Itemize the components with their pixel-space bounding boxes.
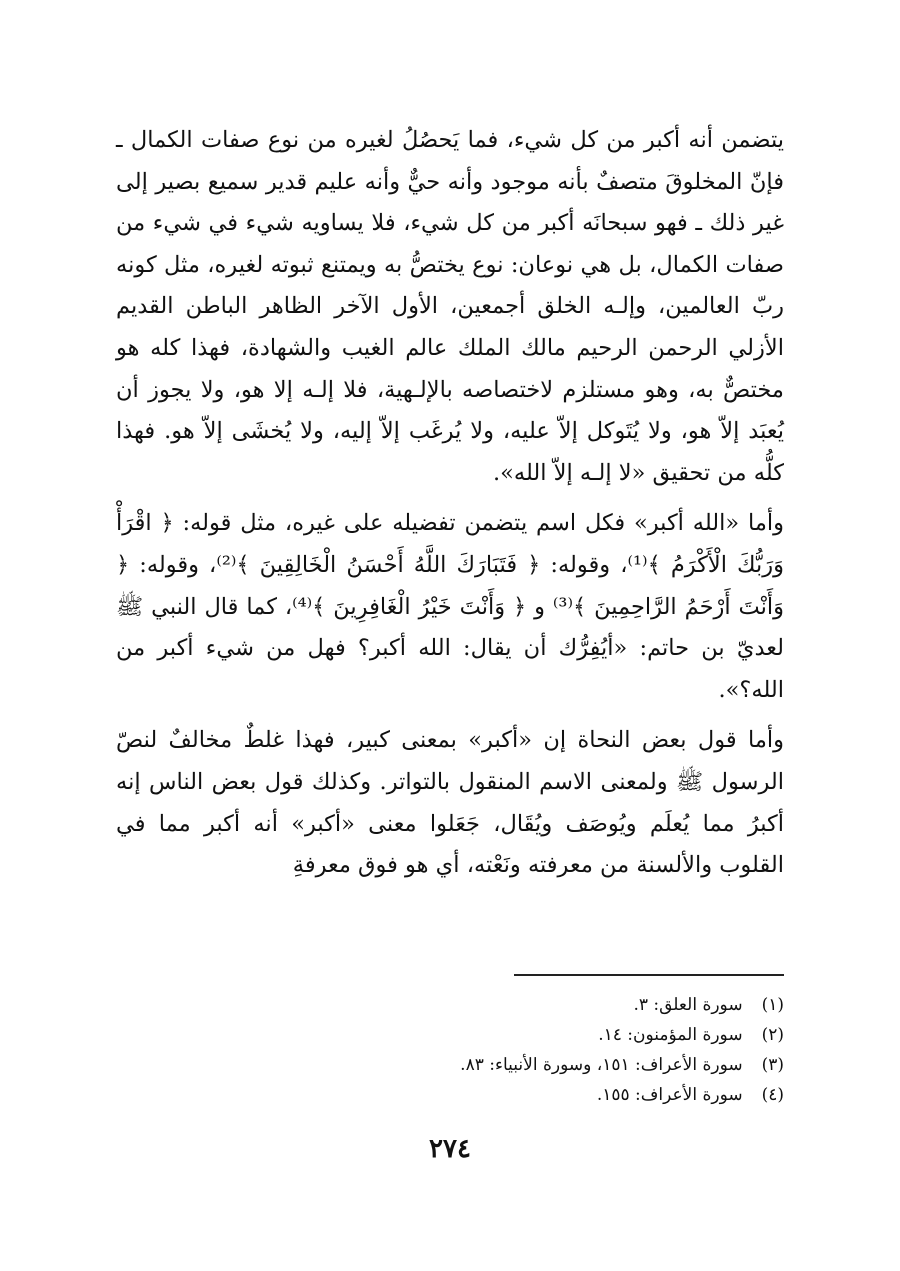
footnote-number: (١) [761,995,784,1015]
footnote-text: سورة المؤمنون: ١٤. [598,1025,743,1045]
footnote-3 [116,1050,784,1080]
footnote-text: سورة العلق: ٣. [633,995,743,1015]
paragraph-3: وأما قول بعض النحاة إن «أكبر» بمعنى كبير، فهذا غلطٌ مخالفٌ لنصّ الرسول ﷺ ولمعنى الاسم المنقول بالتواتر. وكذلك قول بعض الناس إنه أكبرُ مما يُعلَم ويُوصَف ويُقَال، جَعَلوا معنى «أكبر» أنه أكبر مما في القلوب والألسنة من معرفته ونَعْته، أي هو فوق معرفةِ [116,727,784,879]
footnote-text: سورة الأعراف: ١٥١، وسورة الأنبياء: ٨٣. [460,1055,743,1075]
footnote-number: (٤) [761,1085,784,1105]
footnote-number: (٣) [761,1055,784,1075]
footnote-4 [116,1080,784,1110]
footnote-number: (٢) [761,1025,784,1045]
footnotes [116,990,784,1110]
page-number: ٢٧٤ [429,1134,471,1164]
paragraph-1: يتضمن أنه أكبر من كل شيء، فما يَحصُلُ لغيره من نوع صفات الكمال ـ فإنّ المخلوقَ متصفٌ بأنه موجود وأنه حيٌّ وأنه عليم قدير سميع بصير إلى غير ذلك ـ فهو سبحانَه أكبر من كل شيء، فلا يساويه شيء في شيء من صفات الكمال، بل هي نوعان: نوع يختصُّ به ويمتنع ثبوته لغيره، مثل كونه ربّ العالمين، وإلـه الخلق أجمعين، الأول الآخر الظاهر الباطن القديم الأزلي الرحمن الرحيم مالك الملك عالم الغيب والشهادة، فهذا كله هو مختصٌّ به، وهو مستلزم لاختصاصه بالإلـهية، فلا إلـه إلا هو، ولا يجوز أن يُعبَد إلاّ هو، ولا يُتَوكل إلاّ عليه، ولا يُرغَب إلاّ إليه، ولا يُخشَى إلاّ هو. فهذا كلُّه من تحقيق «لا إلـه إلاّ الله». [116,127,785,486]
main-text [116,120,784,887]
footnote-1 [116,990,784,1020]
footnote-2 [116,1020,784,1050]
footnote-separator [514,974,784,976]
footnote-text: سورة الأعراف: ١٥٥. [596,1085,743,1105]
paragraph-2: وأما «الله أكبر» فكل اسم يتضمن تفضيله على غيره، مثل قوله: ﴿ اقْرَأْ وَرَبُّكَ الْأَكْرَمُ ﴾⁽¹⁾، وقوله: ﴿ فَتَبَارَكَ اللَّهُ أَحْسَنُ الْخَالِقِينَ ﴾⁽²⁾، وقوله: ﴿ وَأَنْتَ أَرْحَمُ الرَّاحِمِينَ ﴾⁽³⁾ و ﴿ وَأَنْتَ خَيْرُ الْغَافِرِينَ ﴾⁽⁴⁾، كما قال النبي ﷺ لعديّ بن حاتم: «أيُفِرُّك أن يقال: الله أكبر؟ فهل من شيء أكبر من الله؟». [116,510,784,703]
